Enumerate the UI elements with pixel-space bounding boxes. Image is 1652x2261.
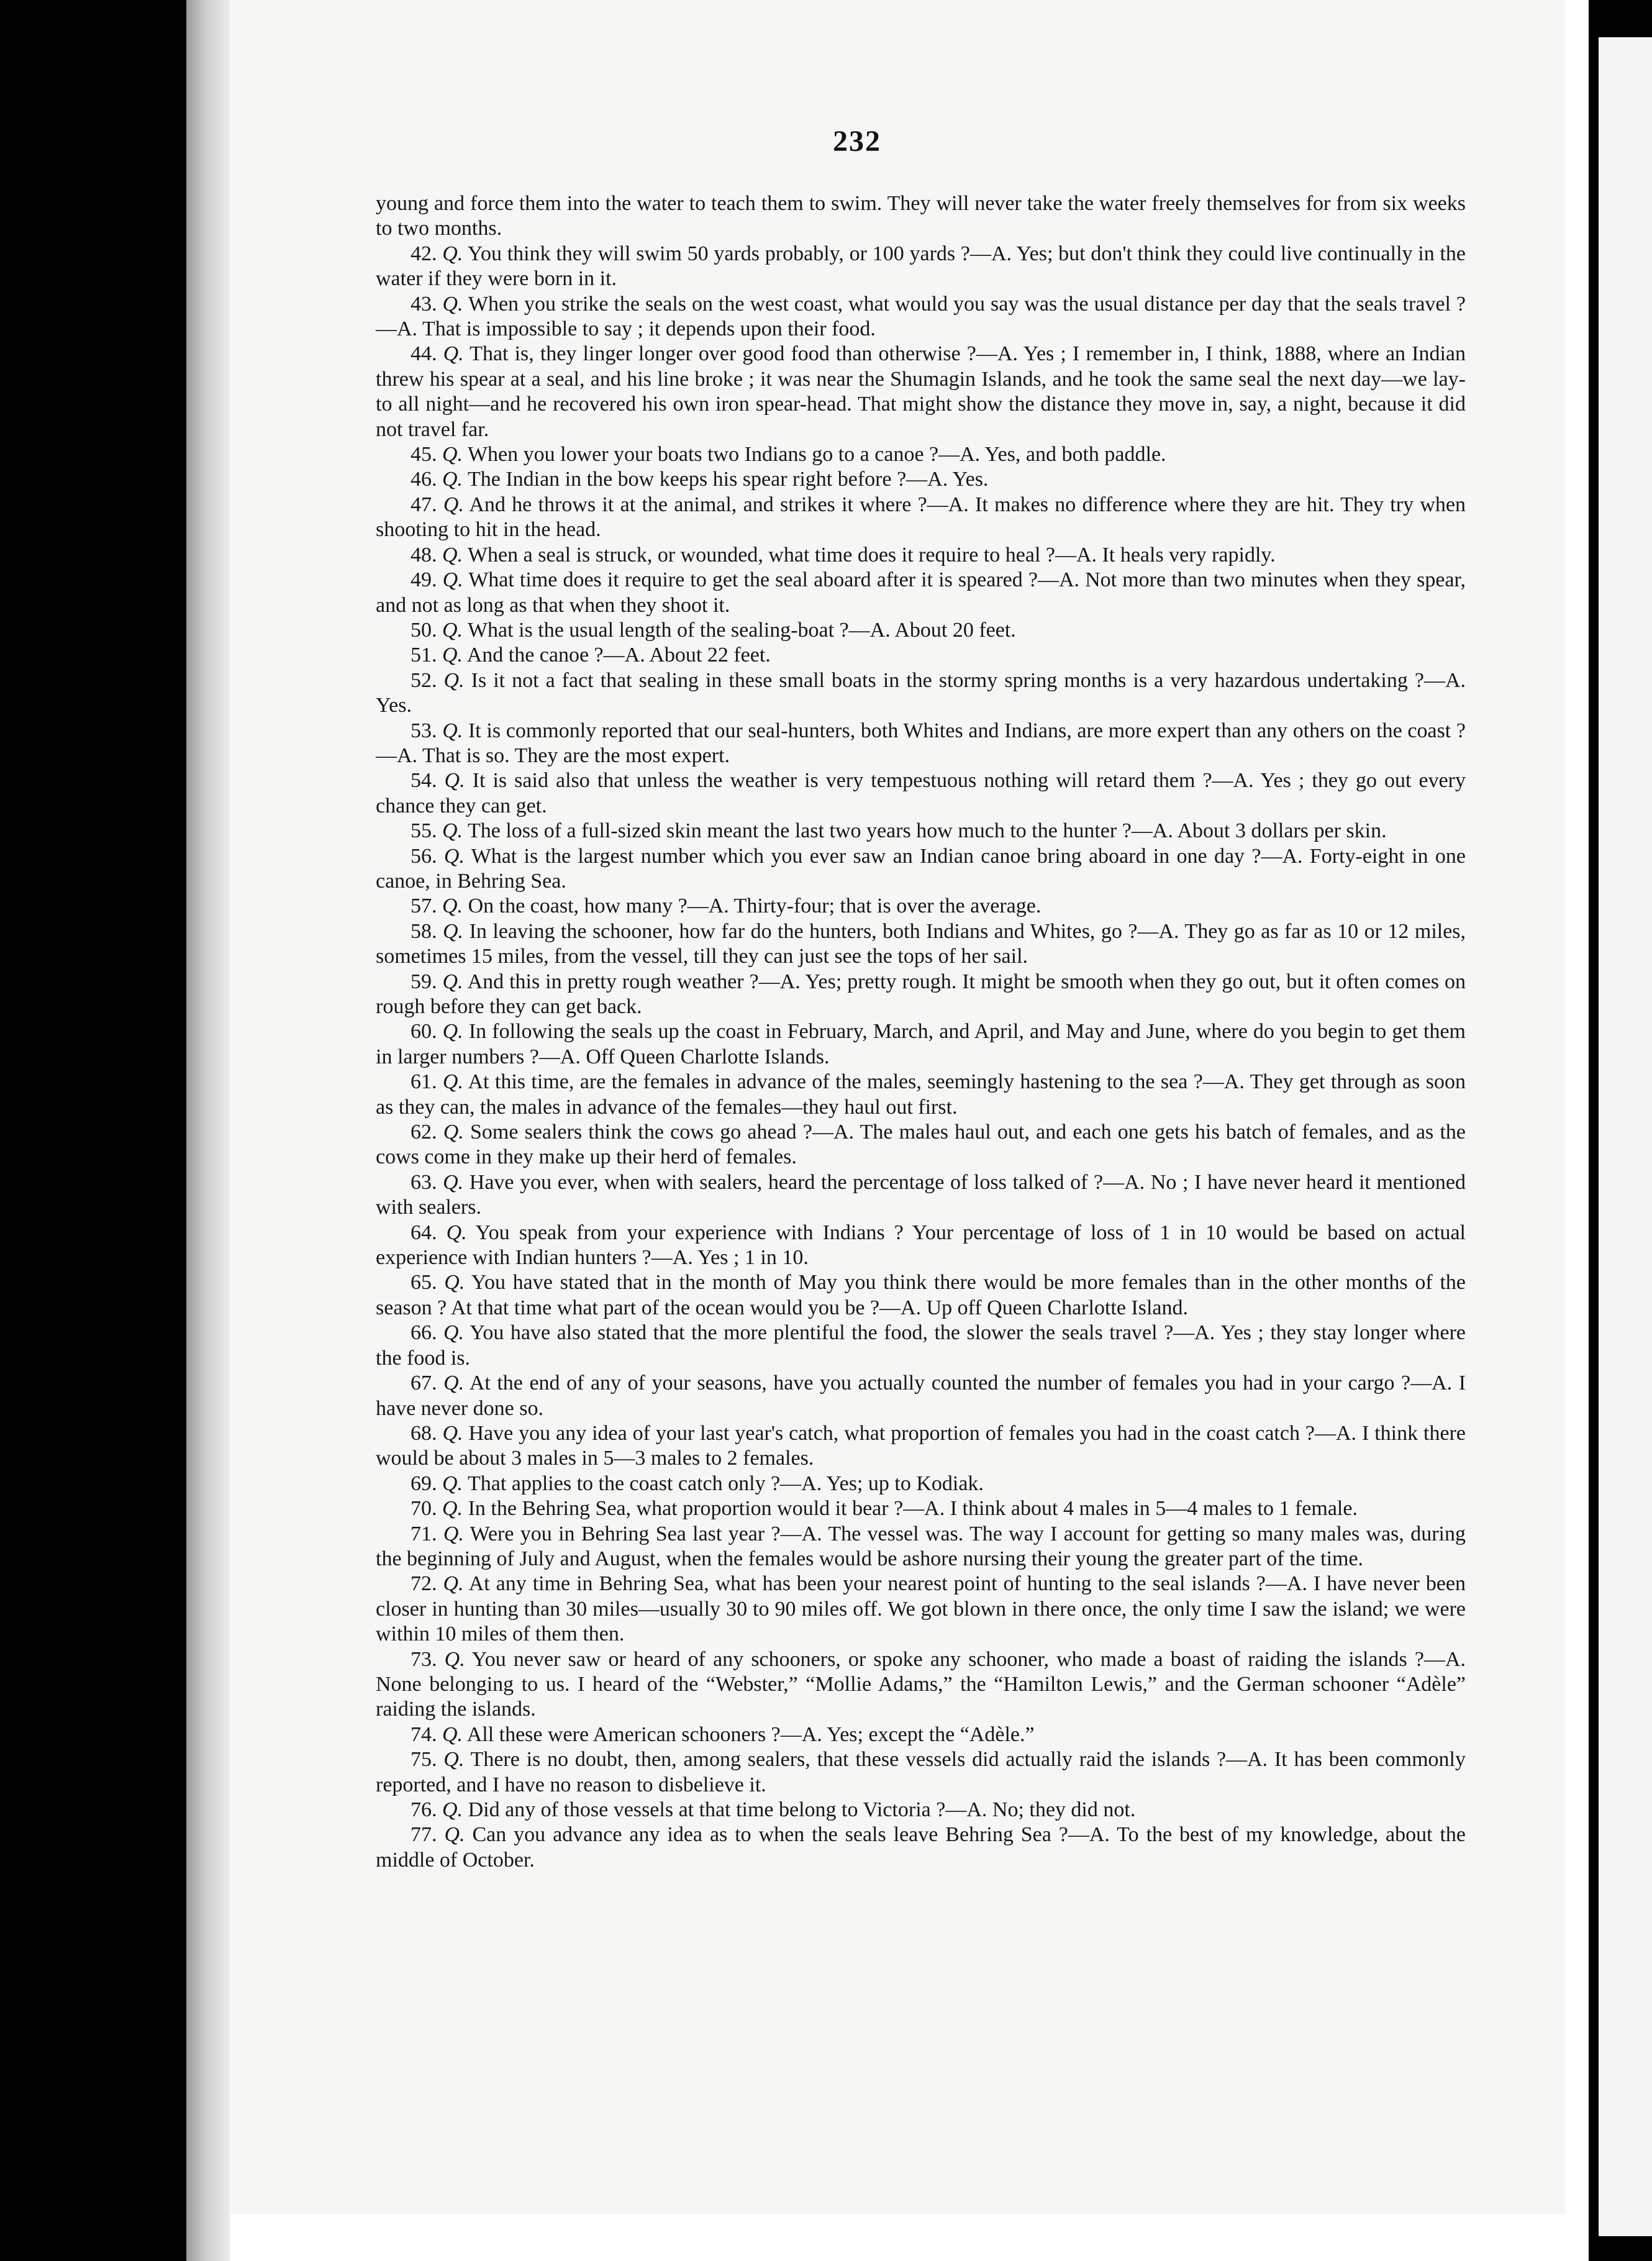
paragraph-text: At the end of any of your seasons, have you actually counted the number of females you had in your cargo ?—A. I have never done so. (376, 1372, 1466, 1420)
paragraph-text: That applies to the coast catch only ?—A. Yes; up to Kodiak. (467, 1472, 984, 1495)
paragraph-text: And the canoe ?—A. About 22 feet. (466, 644, 771, 667)
question-number: 52. (411, 668, 437, 692)
question-marker: Q. (442, 1472, 463, 1495)
paragraph-text: And this in pretty rough weather ?—A. Yes; pretty rough. It might be smooth when they go out, but it often comes on rough before they can get back. (376, 970, 1466, 1018)
question-marker: Q. (443, 493, 464, 516)
testimony-paragraph (376, 543, 1466, 568)
question-number: 44. (411, 342, 437, 366)
paragraph-text: You have also stated that the more plentiful the food, the slower the seals travel ?—A. Yes ; they stay longer where the food is. (376, 1321, 1466, 1370)
question-number: 60. (411, 1020, 437, 1044)
testimony-paragraph (376, 1421, 1466, 1472)
paragraph-text: The Indian in the bow keeps his spear right before ?—A. Yes. (467, 468, 989, 491)
question-number: 58. (411, 919, 437, 943)
paragraph-text: In following the seals up the coast in February, March, and April, and May and June, where do you begin to get them in larger numbers ?—A. Off Queen Charlotte Islands. (376, 1020, 1466, 1068)
question-marker: Q. (442, 1020, 463, 1044)
paragraph-text: Have you any idea of your last year's catch, what proportion of females you had in the coast catch ?—A. I think there would be about 3 males in 5—3 males to 2 females. (376, 1421, 1466, 1470)
testimony-paragraph (376, 1522, 1466, 1572)
paragraph-text: In leaving the schooner, how far do the hunters, both Indians and Whites, go ?—A. They go as far as 10 or 12 miles, sometimes 15 miles, from the vessel, till they can just see the tops of her sail. (376, 919, 1466, 968)
paragraph-text: That is, they linger longer over good food than otherwise ?—A. Yes ; I remember in, I think, 1888, where an Indian threw his spear at a seal, and his line broke ; it was near the Shumagin Islands, and he took the same seal the next day—we lay-to all night—and he recovered his own iron spear-head. That might show the distance they move in, say, a night, because it did not travel far. (376, 342, 1466, 441)
paragraph-text: You think they will swim 50 yards probably, or 100 yards ?—A. Yes; but don't think they could live continually in the water if they were born in it. (376, 242, 1466, 291)
testimony-paragraph (376, 342, 1466, 442)
question-number: 73. (411, 1647, 437, 1671)
testimony-paragraph (376, 467, 1466, 492)
paragraph-text: What time does it require to get the seal aboard after it is speared ?—A. Not more than two minutes when they spear, and not as long as that when they shoot it. (376, 568, 1466, 617)
question-number: 59. (411, 970, 437, 993)
testimony-paragraph (376, 819, 1466, 844)
testimony-paragraph (376, 1120, 1466, 1170)
question-number: 63. (411, 1170, 437, 1194)
question-marker: Q. (442, 819, 463, 843)
question-number: 49. (411, 568, 437, 592)
paragraph-text: There is no doubt, then, among sealers, that these vessels did actually raid the islands ?—A. It has been commonly reported, and I have no reason to disbelieve it. (376, 1748, 1466, 1796)
question-marker: Q. (442, 894, 463, 918)
paragraph-text: The loss of a full-sized skin meant the last two years how much to the hunter ?—A. About 3 dollars per skin. (467, 819, 1387, 843)
question-number: 53. (411, 719, 437, 742)
testimony-paragraph (376, 1070, 1466, 1120)
paragraph-text: Can you advance any idea as to when the seals leave Behring Sea ?—A. To the best of my knowledge, about the middle of October. (376, 1823, 1466, 1872)
paragraph-text: When a seal is struck, or wounded, what time does it require to heal ?—A. It heals very rapidly. (467, 543, 1276, 566)
paragraph-text: At this time, are the females in advance of the males, seemingly hastening to the sea ?—A. They get through as soon as they can, the males in advance of the females—they haul out first. (376, 1070, 1466, 1119)
question-marker: Q. (443, 342, 464, 366)
question-number: 72. (411, 1572, 437, 1596)
question-number: 70. (411, 1497, 437, 1521)
question-marker: Q. (442, 1798, 463, 1821)
testimony-paragraph (376, 1747, 1466, 1798)
question-number: 66. (411, 1321, 437, 1345)
question-marker: Q. (442, 1722, 463, 1746)
question-number: 71. (411, 1522, 437, 1545)
testimony-paragraph (376, 442, 1466, 467)
next-page-edge (1599, 37, 1652, 2236)
testimony-paragraph (376, 719, 1466, 769)
testimony-paragraph (376, 1321, 1466, 1371)
question-number: 45. (411, 443, 437, 466)
question-number: 77. (411, 1823, 437, 1847)
question-number: 50. (411, 618, 437, 642)
question-marker: Q. (442, 970, 463, 993)
question-marker: Q. (444, 1271, 465, 1294)
paragraph-text: All these were American schooners ?—A. Yes; except the “Adèle.” (466, 1722, 1035, 1746)
question-number: 54. (411, 769, 437, 793)
question-marker: Q. (443, 1321, 465, 1345)
testimony-paragraph (376, 1572, 1466, 1647)
testimony-paragraph (376, 1170, 1466, 1221)
question-marker: Q. (442, 443, 463, 466)
testimony-paragraph (376, 292, 1466, 342)
testimony-paragraph (376, 1647, 1466, 1722)
question-number: 57. (411, 894, 437, 918)
testimony-text (376, 191, 1466, 1873)
paragraph-text: Have you ever, when with sealers, heard the percentage of loss talked of ?—A. No ; I have never heard it mentioned with sealers. (376, 1170, 1466, 1219)
paragraph-text: You speak from your experience with Indians ? Your percentage of loss of 1 in 10 would be based on actual experience with Indian hunters ?—A. Yes ; 1 in 10. (376, 1221, 1466, 1270)
question-marker: Q. (442, 719, 463, 742)
testimony-paragraph (376, 242, 1466, 292)
testimony-paragraph (376, 919, 1466, 970)
question-number: 69. (411, 1472, 437, 1495)
question-marker: Q. (446, 1221, 467, 1244)
testimony-paragraph (376, 768, 1466, 819)
question-number: 76. (411, 1798, 437, 1821)
question-marker: Q. (442, 568, 463, 592)
question-marker: Q. (442, 644, 463, 667)
paragraph-text: What is the largest number which you ever saw an Indian canoe bring aboard in one day ?—A. Forty-eight in one canoe, in Behring Sea. (376, 844, 1466, 893)
question-number: 48. (411, 543, 437, 566)
paragraph-text: It is commonly reported that our seal-hunters, both Whites and Indians, are more expert than any others on the coast ?—A. That is so. They are the most expert. (376, 719, 1466, 767)
page-number: 232 (833, 125, 881, 158)
question-marker: Q. (442, 468, 463, 491)
question-number: 65. (411, 1271, 437, 1294)
question-marker: Q. (443, 1372, 465, 1395)
question-marker: Q. (442, 543, 463, 566)
testimony-paragraph (376, 1798, 1466, 1822)
question-number: 56. (411, 844, 437, 868)
testimony-paragraph (376, 1221, 1466, 1271)
paragraph-text: When you strike the seals on the west coast, what would you say was the usual distance per day that the seals travel ?—A. That is impossible to say ; it depends upon their food. (376, 292, 1466, 341)
question-number: 55. (411, 819, 437, 843)
question-marker: Q. (444, 769, 465, 793)
binding-shadow (186, 0, 230, 2261)
testimony-paragraph (376, 1496, 1466, 1521)
question-number: 43. (411, 292, 437, 316)
question-number: 47. (411, 493, 437, 516)
question-number: 42. (411, 242, 437, 265)
paragraph-text: young and force them into the water to teach them to swim. They will never take the water freely themselves for from six weeks to two months. (376, 192, 1466, 240)
question-number: 67. (411, 1372, 437, 1395)
testimony-paragraph (376, 1270, 1466, 1321)
question-number: 51. (411, 644, 437, 667)
question-marker: Q. (444, 1647, 465, 1671)
paragraph-text: Were you in Behring Sea last year ?—A. The vessel was. The way I account for getting so many males was, during the beginning of July and August, when the females would be ashore nursing their young the greater part of the time. (376, 1522, 1466, 1570)
question-marker: Q. (442, 292, 463, 316)
testimony-paragraph (376, 643, 1466, 668)
question-marker: Q. (443, 668, 465, 692)
question-number: 75. (411, 1748, 437, 1772)
question-marker: Q. (442, 1070, 463, 1094)
testimony-paragraph (376, 894, 1466, 919)
paragraph-text: On the coast, how many ?—A. Thirty-four; that is over the average. (468, 894, 1042, 918)
testimony-paragraph (376, 618, 1466, 643)
question-number: 61. (411, 1070, 437, 1094)
paragraph-text: Some sealers think the cows go ahead ?—A. The males haul out, and each one gets his batch of females, and as the cows come in they make up their herd of females. (376, 1121, 1466, 1169)
question-marker: Q. (443, 1522, 464, 1545)
paragraph-text: It is said also that unless the weather is very tempestuous nothing will retard them ?—A. Yes ; they go out every chance they can get. (376, 769, 1466, 817)
testimony-paragraph (376, 970, 1466, 1020)
testimony-paragraph (376, 1472, 1466, 1496)
question-number: 62. (411, 1121, 437, 1144)
question-marker: Q. (442, 242, 463, 265)
testimony-paragraph (376, 668, 1466, 719)
testimony-paragraph (376, 1822, 1466, 1873)
question-marker: Q. (442, 1421, 463, 1445)
question-marker: Q. (443, 1170, 464, 1194)
testimony-paragraph (376, 1371, 1466, 1421)
paragraph-text: You never saw or heard of any schooners, or spoke any schooner, who made a boast of raiding the islands ?—A. None belonging to us. I heard of the “Webster,” “Mollie Adams,” the “Hamilton Lewis,” and the German schooner “Adèle” raiding the islands. (376, 1647, 1466, 1721)
question-marker: Q. (444, 1823, 465, 1847)
testimony-paragraph (376, 493, 1466, 543)
question-number: 64. (411, 1221, 437, 1244)
paragraph-text: Did any of those vessels at that time belong to Victoria ?—A. No; they did not. (468, 1798, 1136, 1821)
testimony-paragraph (376, 1722, 1466, 1747)
question-marker: Q. (443, 919, 464, 943)
paragraph-text: And he throws it at the animal, and strikes it where ?—A. It makes no difference where they are hit. They try when shooting to hit in the head. (376, 493, 1466, 542)
scan-left-border (0, 0, 186, 2261)
paragraph-text: You have stated that in the month of May you think there would be more females than in the other months of the season ? At that time what part of the ocean would you be ?—A. Up off Queen Charlotte Island. (376, 1271, 1466, 1319)
question-marker: Q. (442, 618, 463, 642)
question-number: 68. (411, 1421, 437, 1445)
paragraph-text: In the Behring Sea, what proportion would it bear ?—A. I think about 4 males in 5—4 males to 1 female. (468, 1497, 1358, 1521)
question-marker: Q. (443, 844, 465, 868)
question-marker: Q. (443, 1121, 464, 1144)
question-marker: Q. (442, 1497, 463, 1521)
question-number: 74. (411, 1722, 437, 1746)
paragraph-text: What is the usual length of the sealing-boat ?—A. About 20 feet. (467, 618, 1016, 642)
paragraph-text: At any time in Behring Sea, what has been your nearest point of hunting to the seal islands ?—A. I have never been closer in hunting than 30 miles—usually 30 to 90 miles off. We got blown in there once, the only time I saw the island; we were within 10 miles of them then. (376, 1572, 1466, 1646)
paragraph-text: Is it not a fact that sealing in these small boats in the stormy spring months is a very hazardous undertaking ?—A. Yes. (376, 668, 1466, 717)
testimony-paragraph (376, 568, 1466, 618)
question-marker: Q. (443, 1572, 464, 1596)
testimony-paragraph (376, 844, 1466, 894)
testimony-paragraph (376, 191, 1466, 242)
question-marker: Q. (443, 1748, 465, 1772)
question-number: 46. (411, 468, 437, 491)
paragraph-text: When you lower your boats two Indians go to a canoe ?—A. Yes, and both paddle. (467, 443, 1166, 466)
testimony-paragraph (376, 1019, 1466, 1070)
